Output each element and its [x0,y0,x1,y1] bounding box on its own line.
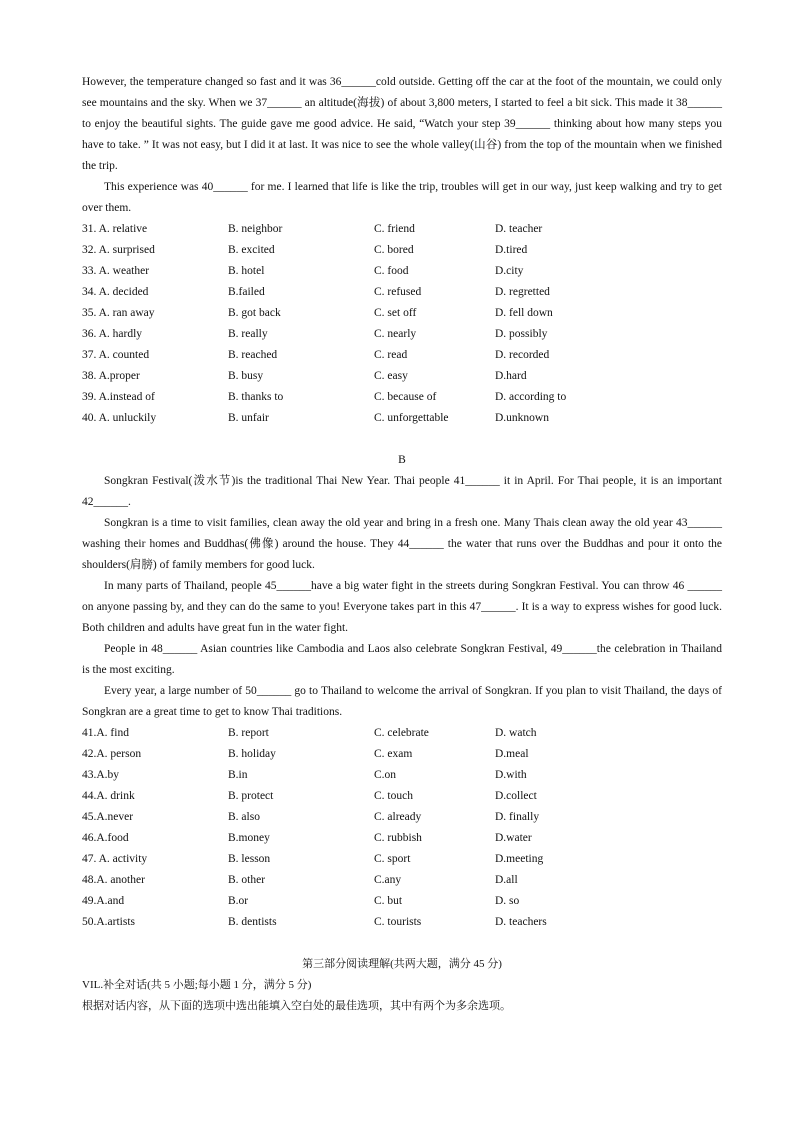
passage-b-paragraph-3: In many parts of Thailand, people 45______have a big water fight in the streets during Songkran Festival. You can throw 46 ______ on anyone passing by, and they can do the same to you! Everyone takes part in this 47______. It is a way to express wishes for good luck. Both children and adults have great fun in the water fight. [82,580,722,634]
option-a: 40. A. unluckily [82,412,157,424]
option-c: C.on [374,769,397,781]
option-b: B. holiday [228,748,276,760]
question-34-options [82,282,722,303]
option-c: C. already [374,811,422,823]
option-a: 31. A. relative [82,223,148,235]
option-d: D.meeting [495,853,544,865]
question-37-options [82,345,722,366]
option-a: 39. A.instead of [82,391,155,403]
option-c: C. bored [374,244,414,256]
option-c: C. because of [374,391,437,403]
option-a: 50.A.artists [82,916,136,928]
passage-b-options [82,723,722,933]
passage-a-paragraph-1: However, the temperature changed so fast and it was 36______cold outside. Getting off the car at the foot of the mountain, we could only see mountains and the sky. When we 37______ an altitude(海拔) of about 3,800 meters, I started to feel a bit sick. This made it 38______ to enjoy the beautiful sights. The guide gave me good advice. He said, “Watch your step 39______ thinking about how many steps you have to take. ” It was not easy, but I did it at last. It was nice to see the whole valley(山谷) from the top of the mountain when we finished the trip. [82,76,722,172]
question-46-options [82,828,722,849]
question-44-options [82,786,722,807]
question-48-options [82,870,722,891]
option-d: D.with [495,769,527,781]
option-b: B.or [228,895,249,907]
option-d: D. possibly [495,328,548,340]
option-a: 32. A. surprised [82,244,155,256]
passage-b [82,450,722,933]
option-c: C. unforgettable [374,412,449,424]
option-d: D.water [495,832,532,844]
option-d: D. recorded [495,349,550,361]
option-a: 38. A.proper [82,370,140,382]
option-d: D.hard [495,370,527,382]
option-c: C. set off [374,307,417,319]
option-d: D. so [495,895,520,907]
question-41-options [82,723,722,744]
option-c: C. touch [374,790,413,802]
option-d: D.collect [495,790,537,802]
passage-b-paragraph-4: People in 48______ Asian countries like Cambodia and Laos also celebrate Songkran Festival, 49______the celebration in Thailand is the most exciting. [82,643,722,676]
option-b: B. got back [228,307,281,319]
question-33-options [82,261,722,282]
option-b: B. really [228,328,268,340]
option-b: B. hotel [228,265,265,277]
passage-b-paragraph-1: Songkran Festival(泼水节)is the traditional Thai New Year. Thai people 41______ it in April. For Thai people, it is an important 42______. [82,475,722,508]
option-b: B. other [228,874,266,886]
question-50-options [82,912,722,933]
option-b: B.failed [228,286,265,298]
option-c: C. food [374,265,409,277]
option-b: B. also [228,811,260,823]
option-d: D. teacher [495,223,543,235]
question-40-options [82,408,722,429]
option-a: 46.A.food [82,832,129,844]
passage-a-options [82,219,722,429]
option-b: B. dentists [228,916,277,928]
option-c: C. rubbish [374,832,422,844]
option-b: B.in [228,769,248,781]
option-a: 35. A. ran away [82,307,155,319]
part-three [82,954,722,1017]
section-instruction: 根据对话内容，从下面的选项中选出能填入空白处的最佳选项，其中有两个为多余选项。 [82,1000,511,1012]
option-b: B.money [228,832,270,844]
passage-a-paragraph-2: This experience was 40______ for me. I learned that life is like the trip, troubles will get in our way, just keep walking and try to get over them. [82,181,722,214]
option-c: C.any [374,874,402,886]
question-43-options [82,765,722,786]
option-b: B. thanks to [228,391,284,403]
option-a: 37. A. counted [82,349,150,361]
option-d: D.tired [495,244,528,256]
option-d: D.city [495,265,524,277]
option-d: D. teachers [495,916,547,928]
option-b: B. reached [228,349,278,361]
option-a: 48.A. another [82,874,145,886]
option-a: 42.A. person [82,748,142,760]
option-c: C. easy [374,370,408,382]
option-d: D. watch [495,727,537,739]
question-36-options [82,324,722,345]
section-heading: VIL.补全对话(共 5 小题;每小题 1 分，满分 5 分) [82,979,312,991]
option-d: D.all [495,874,518,886]
option-a: 33. A. weather [82,265,150,277]
option-c: C. nearly [374,328,417,340]
option-c: C. refused [374,286,422,298]
option-c: C. celebrate [374,727,429,739]
question-47-options [82,849,722,870]
option-a: 47. A. activity [82,853,148,865]
question-38-options [82,366,722,387]
option-b: B. unfair [228,412,269,424]
option-b: B. neighbor [228,223,283,235]
question-32-options [82,240,722,261]
option-c: C. exam [374,748,413,760]
option-a: 36. A. hardly [82,328,143,340]
question-39-options [82,387,722,408]
question-42-options [82,744,722,765]
exam-page [82,72,722,1017]
option-b: B. report [228,727,269,739]
option-b: B. busy [228,370,264,382]
option-d: D.unknown [495,412,549,424]
question-35-options [82,303,722,324]
option-c: C. but [374,895,403,907]
part-three-title: 第三部分阅读理解(共两大题，满分 45 分) [302,958,502,970]
option-d: D. finally [495,811,540,823]
passage-a [82,72,722,429]
passage-b-paragraph-2: Songkran is a time to visit families, clean away the old year and bring in a fresh one. Many Thais clean away the old year 43______ washing their homes and Buddhas(佛像) around the house. They 44______ the water that runs over the Buddhas and pour it onto the shoulders(肩膀) of family members for good luck. [82,517,722,571]
passage-b-paragraph-5: Every year, a large number of 50______ go to Thailand to welcome the arrival of Songkran. If you plan to visit Thailand, the days of Songkran are a great time to get to know Thai traditions. [82,685,722,718]
option-a: 43.A.by [82,769,120,781]
option-b: B. protect [228,790,274,802]
option-d: D. regretted [495,286,550,298]
option-d: D. according to [495,391,567,403]
option-c: C. tourists [374,916,422,928]
question-45-options [82,807,722,828]
option-c: C. friend [374,223,415,235]
option-a: 49.A.and [82,895,125,907]
option-a: 34. A. decided [82,286,149,298]
option-c: C. sport [374,853,411,865]
option-b: B. lesson [228,853,271,865]
option-b: B. excited [228,244,275,256]
question-49-options [82,891,722,912]
question-31-options [82,219,722,240]
option-c: C. read [374,349,408,361]
option-a: 41.A. find [82,727,129,739]
option-a: 45.A.never [82,811,134,823]
option-a: 44.A. drink [82,790,135,802]
option-d: D.meal [495,748,529,760]
option-d: D. fell down [495,307,553,319]
passage-b-heading: B [398,454,406,466]
